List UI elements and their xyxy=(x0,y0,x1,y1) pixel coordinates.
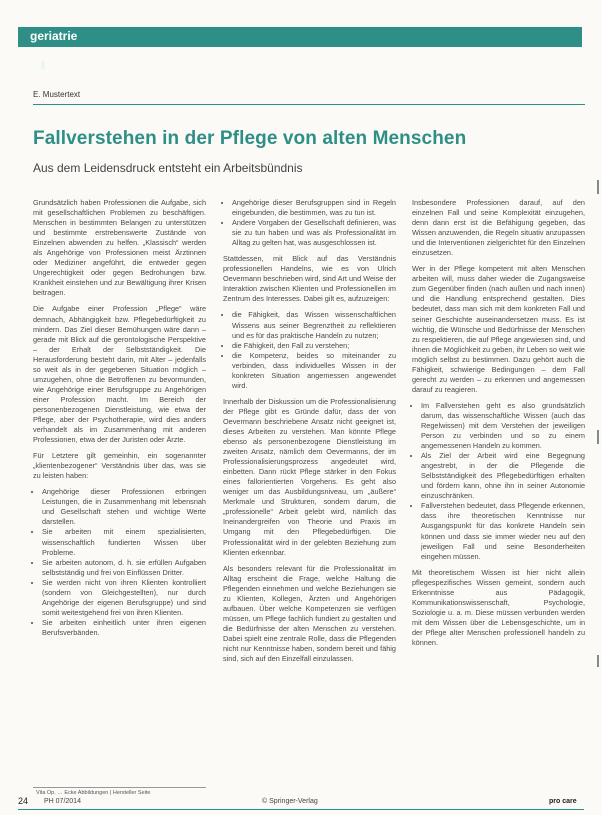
author-name: E. Mustertext xyxy=(33,90,81,99)
journal-name: pro care xyxy=(549,798,577,805)
list-item: • Sie werden nicht von ihren Klienten kontrolliert (sondern von Gleichgestellten), nur durch Angehörige der eigenen Berufsgruppe) und sind somit weitestgehend frei von ihren Klienten. xyxy=(42,578,206,618)
paragraph: Innerhalb der Diskussion um die Professionalisierung der Pflege gibt es Gründe dafür, dass der von Oevermann beschriebene Ansatz nicht geeignet ist, dieses Arbeiten zu verstehen. Man könnte Pflege ebenso als personenbezogene Dienstleistung im zweiten Ansatz, nämlich dem Oevermanns, der im Professionalisierungsprozess angedeutet wird, einbetten. Dann rückt Pflege stärker in den Fokus eines fallorientierten Vorgehens. Es geht also weniger um das Ausbildungsniveau, um „äußere“ Merkmale und Strukturen, sondern darum, die „professionelle“ Arbeit gelebt wird, nämlich das Ineinandergreifen von Theorie und Praxis im Umgang mit den Pflegebedürftigen. Die Professionalität wird in der gelebten Beziehung zum Klienten erkennbar. xyxy=(223,396,396,557)
list-item: • Angehörige dieser Berufsgruppen sind in Regeln eingebunden, die bestimmen, was zu tun ist. xyxy=(232,198,396,218)
section-banner xyxy=(18,27,582,47)
page-edge-mark xyxy=(597,430,599,444)
paragraph: Wer in der Pflege kompetent mit alten Menschen arbeiten will, muss daher wieder die Zugangsweise zum Gegenüber finden (nach außen und nach innen) und die Handlung entsprechend gestalten. Dies bedeutet, dass man sich mit dem konkreten Fall und seiner Geschichte auseinandersetzen muss. Es ist wichtig, die Wünsche und Bedürfnisse der Menschen zu respektieren, die auf Pflege angewiesen sind, und ihnen die Möglichkeit zu geben, ihr Leben so weit wie möglich selbst zu bestimmen. Dazu gehört auch die Fähigkeit, schwierige Bedingungen – dem Fall gerecht zu werden – zu erkennen und angemessen darauf zu reagieren. xyxy=(412,264,585,394)
list-item: • Sie arbeiten mit einem spezialisierten, wissenschaftlich fundierten Wissen über Probleme. xyxy=(42,527,206,557)
figure-caption: Vita Op. … Ecke Abbildungen | Hersteller Seite xyxy=(36,790,151,796)
list-item: • die Kompetenz, beides so miteinander zu verbinden, dass individuelles Wissen in der konkreten Situation angemessen angewendet wird. xyxy=(232,351,396,391)
list-item: • die Fähigkeit, das Wissen wissenschaftlichen Wissens aus seiner Begrenztheit zu reflektieren und es für das praktische Handeln zu nutzen; xyxy=(232,310,396,340)
section-label: geriatrie xyxy=(30,29,78,43)
footer-rule xyxy=(18,809,584,810)
list-item: • die Fähigkeit, den Fall zu verstehen; xyxy=(232,341,396,351)
publisher-label: © Springer-Verlag xyxy=(262,798,318,805)
list-item: • Sie arbeiten autonom, d. h. sie erfüllen Aufgaben selbstständig und frei von Einflüssen Dritter. xyxy=(42,558,206,578)
text-column-1 xyxy=(33,198,206,644)
paragraph: Die Aufgabe einer Profession „Pflege“ wäre demnach, Abhängigkeit bzw. Pflegebedürftigkeit zu mindern. Das Ziel dieser Bemühungen wäre dann – gerade mit Blick auf die gerontologische Perspektive – der Erhalt der Selbstständigkeit. Die Herausforderung besteht darin, mit Alter – jedenfalls so weit als in der gegebenen Situation möglich – umzugehen, ohne die Betroffenen zu bevormunden, wie Angehörige einer Berufsgruppe zu Angehörigen einer Profession macht. Im Bereich der personenbezogenen Dienstleistung, wie etwa der Pflege, aber der Psychotherapie, wird dies anders verhandelt als im Zusammenhang mit anderen Professionen, etwa der der Juristen oder Ärzte. xyxy=(33,304,206,445)
paragraph: Für Letztere gilt gemeinhin, ein sogenannter „klientenbezogener“ Verständnis über das, was sie zu leisten haben: xyxy=(33,451,206,481)
paragraph: Als besonders relevant für die Professionalität im Alltag erscheint die Frage, welche Haltung die Pflegenden einnehmen und welche Beziehungen sie zu Klienten, Kollegen, Ärzten und Angehörigen aufbauen. Über welche Kompetenzen sie verfügen müssen, um Pflege fachlich fundiert zu gestalten und die Bedürfnisse der alten Menschen zu verstehen. Dabei spielt eine zentrale Rolle, dass die Pflegenden nicht nur Kenntnisse haben, sondern bereit und fähig sind, sich auf den Einzelfall einzulassen. xyxy=(223,563,396,664)
author-rule xyxy=(33,104,585,105)
list-item: • Fallverstehen bedeutet, dass Pflegende erkennen, dass ihre theoretischen Kenntnisse nur Ausgangspunkt für das konkrete Handeln sein können und dass sie immer wieder neu auf den jeweiligen Fall und seine Besonderheiten eingehen müssen. xyxy=(421,501,585,561)
paragraph: Stattdessen, mit Blick auf das Verständnis professionellen Handelns, wie es von Ulrich Oevermann beschrieben wird, sind Art und Weise der Interaktion zwischen Klienten und Professionellen im Zentrum des Interesses. Dabei gilt es, aufzuzeigen: xyxy=(223,254,396,304)
list-item: • Angehörige dieser Professionen erbringen Leistungen, die in Zusammenhang mit lebensnah und Gesellschaft stehen und wichtige Werte darstellen. xyxy=(42,487,206,527)
banner-accent xyxy=(41,61,45,69)
caption-rule xyxy=(33,787,206,788)
page-edge-mark xyxy=(597,180,599,194)
list-item: • Als Ziel der Arbeit wird eine Begegnung angestrebt, in der die Pflegende die Selbstständigkeit des Pflegebedürftigen erhalten und fördern kann, ohne ihn in seiner Autonomie einzuschränken. xyxy=(421,451,585,501)
list-item: • Sie arbeiten einheitlich unter ihren eigenen Berufsverbänden. xyxy=(42,618,206,638)
issue-label: PH 07/2014 xyxy=(44,798,81,805)
bullet-list xyxy=(223,198,396,248)
paragraph: Mit theoretischem Wissen ist hier nicht allein pflegespezifisches Wissen gemeint, sondern auch Erkenntnisse aus Pädagogik, Kommunikationswissenschaft, Psychologie, Soziologie u. a. m. Diese müssen verbunden werden mit dem Wissen über die Lebensgeschichte, um in der Pflege alter Menschen professionell handeln zu können. xyxy=(412,567,585,647)
article-subtitle: Aus dem Leidensdruck entsteht ein Arbeitsbündnis xyxy=(33,161,303,175)
bullet-list xyxy=(223,310,396,390)
paragraph: Grundsätzlich haben Professionen die Aufgabe, sich mit gesellschaftlichen Problemen zu beschäftigen. Menschen in bestimmten Belangen zu unterstützen und bestimmte erstrebenswerte Zustände von Einzelnen abwenden zu helfen. „Klassisch“ werden als Angehörige von Professionen meist Ärztinnen oder Mediziner angeführt, die entweder gegen Ungerechtigkeit oder gegen Bedrohungen bzw. Krankheit einstehen und zur Bewältigung ihrer Krisen beitragen. xyxy=(33,198,206,298)
page-edge-mark xyxy=(597,655,599,667)
paragraph: Insbesondere Professionen darauf, auf den einzelnen Fall und seine Komplexität einzugehen, denn dann erst ist die Befähigung gegeben, das Wissen anzuwenden, die Regeln situativ anzupassen und die Interventionen zielgerichtet für den Einzelnen einzusetzen. xyxy=(412,198,585,258)
article-title: Fallverstehen in der Pflege von alten Menschen xyxy=(33,128,467,149)
bullet-list xyxy=(412,401,585,562)
bullet-list xyxy=(33,487,206,638)
list-item: • Im Fallverstehen geht es also grundsätzlich darum, das wissenschaftliche Wissen (auch das Regelwissen) mit dem Verstehen der jeweiligen Person zu verbinden und so zu einem angemessenen Handeln zu kommen. xyxy=(421,401,585,451)
text-column-2 xyxy=(223,198,396,670)
list-item: • Andere Vorgaben der Gesellschaft definieren, was sie zu tun haben und was als Professionalität im Alltag zu gelten hat, was ausgeschlossen ist. xyxy=(232,218,396,248)
text-column-3 xyxy=(412,198,585,654)
page-number: 24 xyxy=(18,796,29,806)
